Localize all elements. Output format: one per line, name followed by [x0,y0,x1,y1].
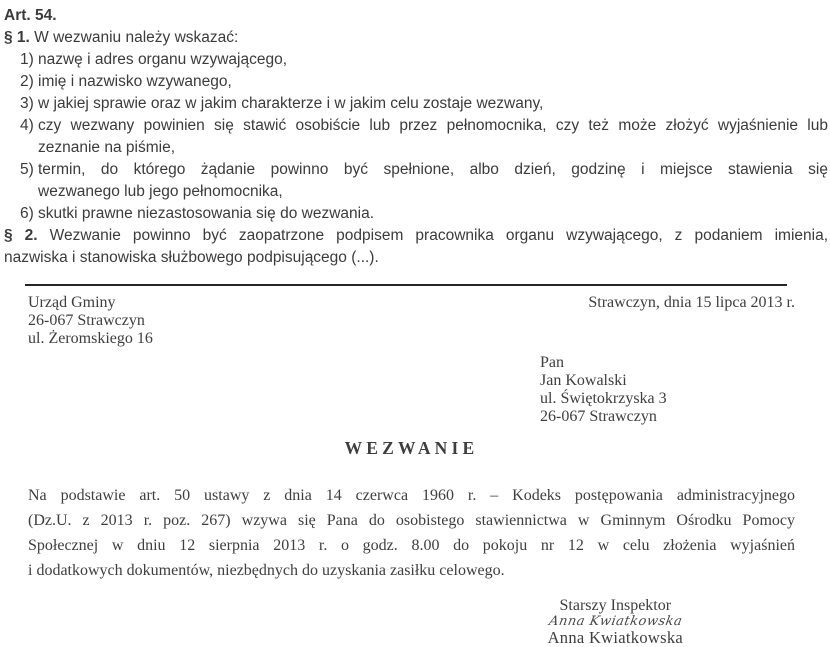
letter-body-line: i dodatkowych dokumentów, niezbędnych do uzyskania zasiłku celowego. [28,562,505,579]
list-item-3-number: 3) [20,95,34,112]
list-item-4 [4,115,828,159]
list-item-4-line: czy wezwany powinien się stawić osobiście lub przez pełnomocnika, czy też może złożyć wyjaśnienie lub [38,117,828,134]
list-item-5 [4,159,828,203]
signer-printed-name: Anna Kwiatkowska [547,628,683,647]
letter-header [28,294,795,348]
list-item-1-number: 1) [20,51,34,68]
list-item-3-line: w jakiej sprawie oraz w jakim charakterze i w jakim celu zostaje wezwany, [38,95,544,112]
signer-position: Starszy Inspektor [559,597,672,614]
letter-body-line: Społecznej w dniu 12 sierpnia 2013 r. o godz. 8.00 do pokoju nr 12 w celu złożenia wyjaśnień [28,537,795,554]
letter-title: WEZWANIE [344,438,479,458]
handwritten-signature: Anna Kwiatkowska [547,614,684,629]
list-item-1-line: nazwę i adres organu wzywającego, [38,51,287,68]
paragraph-2-text: Wezwanie powinno być zaopatrzone podpisem pracownika organu wzywającego, z podaniem imienia, [49,227,828,244]
list-item-6-number: 6) [20,205,34,222]
paragraph-2-line: nazwiska i stanowiska służbowego podpisującego (...). [4,249,379,266]
letter-body-line: Na podstawie art. 50 ustawy z dnia 14 czerwca 1960 r. – Kodeks postępowania administracyjnego [28,487,795,504]
list-item-3 [4,93,828,115]
list-item-5-line: termin, do którego żądanie powinno być spełnione, albo dzień, godzinę i miejsce stawienia się [38,161,828,178]
signature-block [548,597,683,647]
letter-body-line: (Dz.U. z 2013 r. poz. 267) wzywa się Pana do osobistego stawiennictwa w Gminnym Ośrodku Pomocy [28,512,795,529]
list-item-2 [4,71,828,93]
sender-line: Urząd Gminy [28,294,116,311]
list-item-2-line: imię i nazwisko wzywanego, [38,73,232,90]
article-heading: Art. 54. [4,7,57,24]
addressee-line: ul. Świętokrzyska 3 [540,390,667,407]
sender-line: ul. Żeromskiego 16 [28,330,153,347]
list-item-4-number: 4) [20,117,34,134]
list-item-2-number: 2) [20,73,34,90]
list-item-6-line: skutki prawne niezastosowania się do wezwania. [38,205,375,222]
paragraph-1-label: § 1. [4,29,30,46]
list-item-5-line: wezwanego lub jego pełnomocnika, [38,183,283,200]
addressee-block [540,354,795,426]
addressee-line: 26-067 Strawczyn [540,408,657,425]
sender-line: 26-067 Strawczyn [28,312,145,329]
paragraph-1 [4,27,828,49]
statute-section [0,0,830,269]
list-item-4-line: zeznanie na piśmie, [38,139,175,156]
sender-address-block [28,294,153,348]
paragraph-1-text: W wezwaniu należy wskazać: [34,29,239,46]
letter-date: Strawczyn, dnia 15 lipca 2013 r. [588,294,795,311]
paragraph-2 [4,225,828,269]
letter-body [28,483,795,583]
addressee-line: Jan Kowalski [540,372,627,389]
list-item-5-number: 5) [20,161,34,178]
list-item-1 [4,49,828,71]
paragraph-2-line [4,225,828,247]
addressee-line: Pan [540,354,564,371]
letter-section [0,286,830,647]
list-item-6 [4,203,828,225]
paragraph-2-label: § 2. [4,227,38,244]
